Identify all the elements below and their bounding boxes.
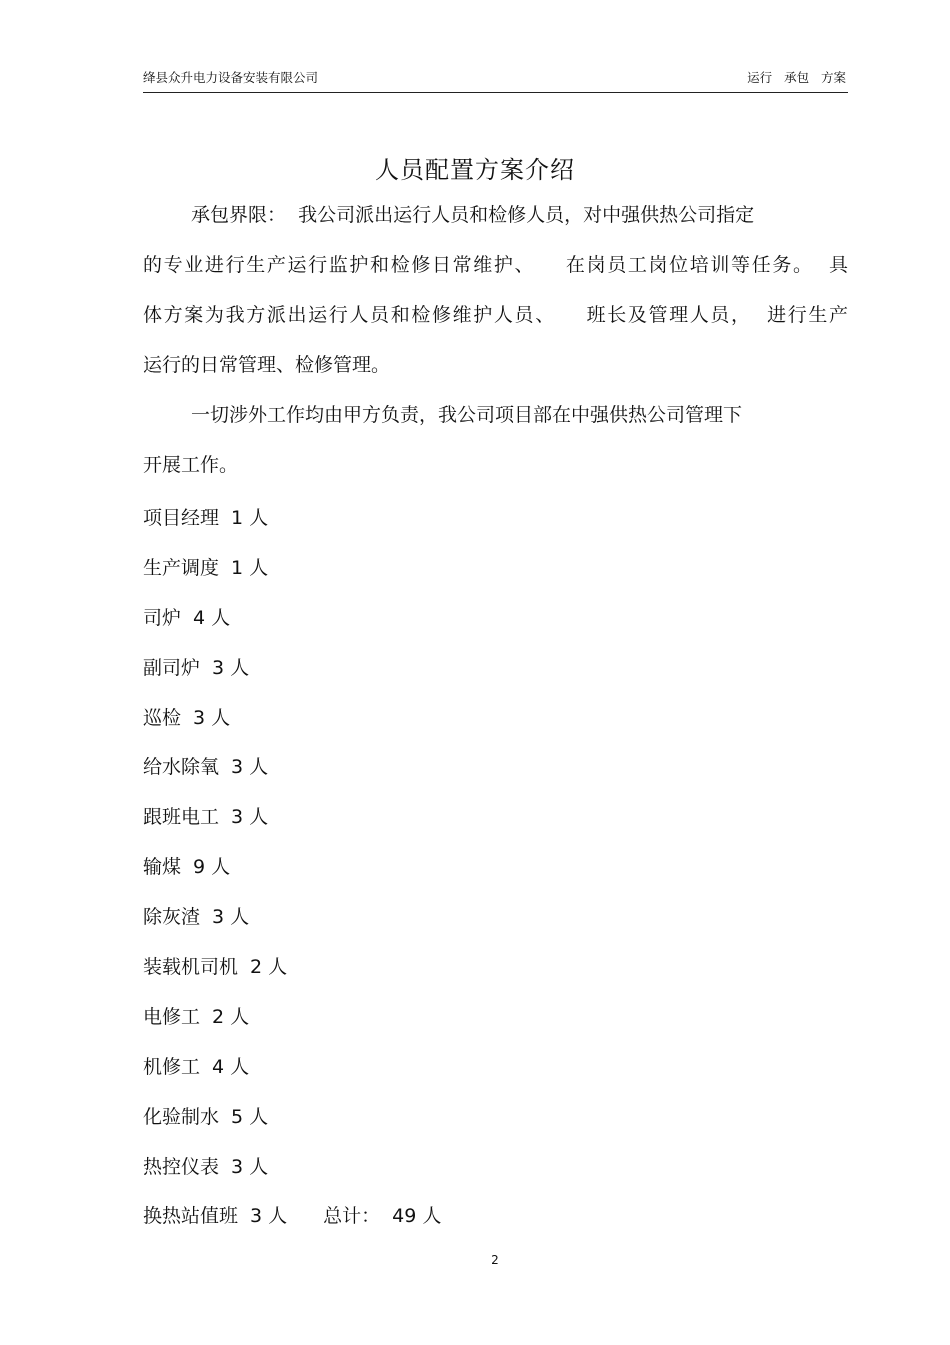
staff-item — [143, 1102, 848, 1152]
paragraph-line: 运行的日常管理、检修管理。 — [143, 354, 391, 376]
staff-item — [143, 1052, 848, 1102]
paragraph-line: 的专业进行生产运行监护和检修日常维护、 在岗员工岗位培训等任务。 具 — [143, 254, 848, 276]
staff-list — [143, 503, 848, 1251]
staff-item — [143, 852, 848, 902]
staff-item — [143, 603, 848, 653]
staff-count: 3 人 — [212, 656, 250, 679]
paragraph-scope — [143, 200, 848, 400]
staff-count: 9 人 — [193, 856, 231, 879]
staff-count: 5 人 — [231, 1105, 269, 1128]
staff-role: 输煤 — [143, 856, 182, 879]
staff-count: 4 人 — [212, 1055, 250, 1078]
staff-role: 巡检 — [143, 706, 182, 729]
paragraph-line: 一切涉外工作均由甲方负责，我公司项目部在中强供热公司管理下 — [191, 404, 743, 426]
page-number: 2 — [491, 1253, 499, 1267]
staff-role: 除灰渣 — [143, 906, 201, 929]
page-header — [143, 66, 848, 93]
staff-count: 4 人 — [193, 606, 231, 629]
staff-role: 给水除氧 — [143, 756, 220, 779]
staff-role: 副司炉 — [143, 656, 201, 679]
staff-item — [143, 1201, 848, 1251]
staff-role: 生产调度 — [143, 556, 220, 579]
total-value: 49 人 — [392, 1205, 442, 1228]
staff-role: 换热站值班 — [143, 1205, 239, 1228]
staff-count: 3 人 — [250, 1205, 288, 1228]
paragraph-line: 体方案为我方派出运行人员和检修维护人员、 班长及管理人员， 进行生产 — [143, 304, 848, 326]
staff-count: 1 人 — [231, 556, 269, 579]
staff-item — [143, 752, 848, 802]
staff-count: 2 人 — [250, 956, 288, 979]
staff-item — [143, 653, 848, 703]
staff-item — [143, 503, 848, 553]
staff-role: 机修工 — [143, 1055, 201, 1078]
paragraph-line: 承包界限： 我公司派出运行人员和检修人员，对中强供热公司指定 — [191, 204, 755, 226]
staff-item — [143, 1002, 848, 1052]
staff-count: 2 人 — [212, 1005, 250, 1028]
staff-count: 1 人 — [231, 507, 269, 529]
staff-item — [143, 902, 848, 952]
staff-count: 3 人 — [231, 806, 269, 829]
staff-item — [143, 802, 848, 852]
staff-count: 3 人 — [231, 756, 269, 779]
staff-role: 热控仪表 — [143, 1155, 220, 1178]
staff-role: 跟班电工 — [143, 806, 220, 829]
staff-role: 装载机司机 — [143, 956, 239, 979]
staff-role: 化验制水 — [143, 1105, 220, 1128]
document-title: 人员配置方案介绍 — [375, 156, 575, 184]
total-label: 总计： — [323, 1205, 381, 1228]
staff-count: 3 人 — [212, 906, 250, 929]
paragraph-line: 开展工作。 — [143, 454, 239, 476]
staff-role: 司炉 — [143, 606, 182, 629]
staff-role: 项目经理 — [143, 507, 220, 529]
staff-item — [143, 1152, 848, 1202]
staff-item — [143, 553, 848, 603]
staff-count: 3 人 — [231, 1155, 269, 1178]
header-section-title: 运行 承包 方案 — [747, 70, 846, 85]
staff-item — [143, 703, 848, 753]
paragraph-external-work — [143, 400, 848, 500]
staff-count: 3 人 — [193, 706, 231, 729]
header-company-name: 绛县众升电力设备安装有限公司 — [143, 70, 319, 85]
staff-role: 电修工 — [143, 1005, 201, 1028]
staff-item — [143, 952, 848, 1002]
